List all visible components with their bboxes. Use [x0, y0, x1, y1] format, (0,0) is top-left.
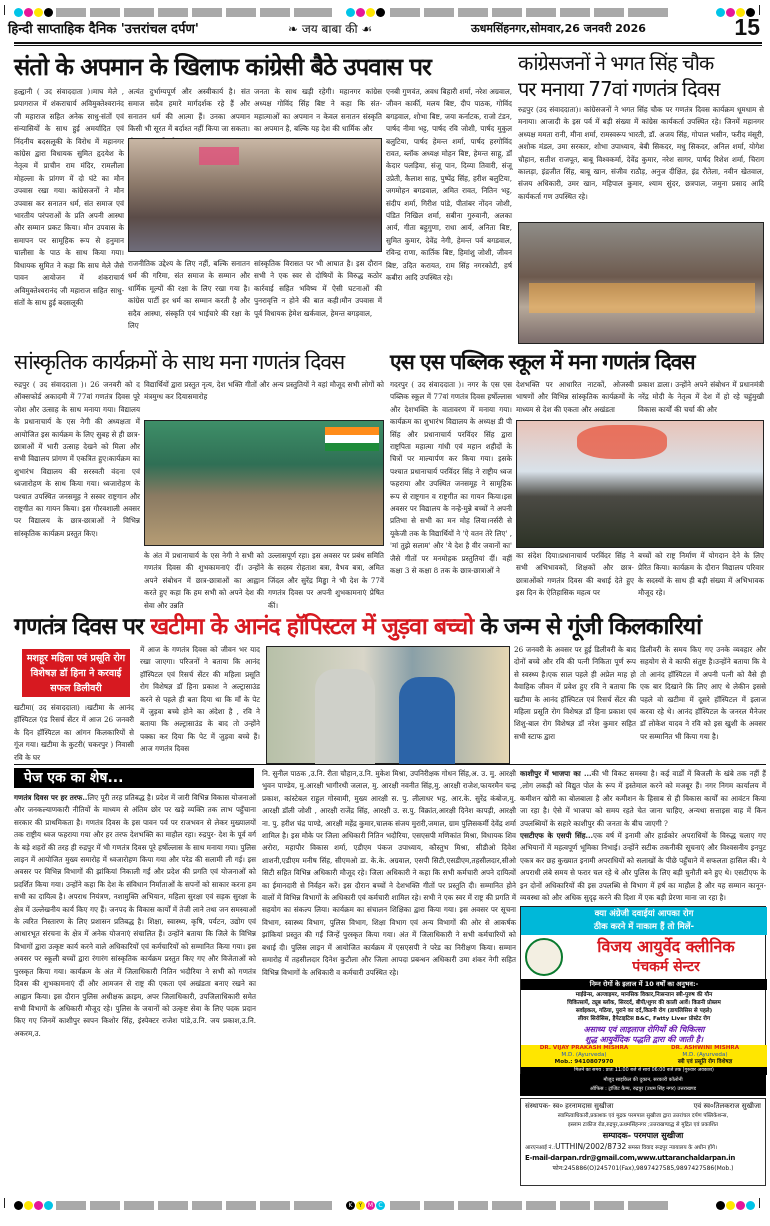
doctor2-degree: M.D. (Ayurveda) [682, 1052, 728, 1058]
ad-experience-bar: निम्न रोगों के इलाज में 10 वर्षों का अनुभव:- [521, 979, 767, 990]
clinic-subtitle: पंचकर्म सेन्टर [632, 959, 700, 975]
story2-body: रुद्रपुर (उद संवाददाता)। कांग्रेसजनों ने भगत सिंह चौक पर गणतंत्र दिवस कार्यक्रम धूमधाम से मनाया। आजादी के इस पर्व में बड़ी संख्या में कांग्रेस कार्यकर्ता उपस्थित रहे। जिनमें महानगर अध्यक्ष ममता रानी, मीना शर्मा, रामस्वरूप भारती, डॉ. अजय सिंह, गोपाल भसीन, फरीद मंसूरी, अशोक मंडल, उमा सरकार, शोभा उपाध्याय, बेबी सिकदर, मधु सिकदर, अनिल शर्मा, योगेश चौहान, सतीश राजपूत, बाबू विश्वकर्मा, देवेंद्र कुमार, नरेश सागर, पार्षद रिशेश शर्मा, चिराग कालड़ा, इंद्रजीत सिंह, बाबू खान, संजीव राठौड़, अनुज दीक्षित, इंद्र रौतेला, नवीन खेतवाल, संजय अधिकारी, उमर खान, महिपाल कुमार, श्याम सुंदर, छत्रपाल, जमुना प्रसाद आदि कार्यकर्ता गण उपस्थित रहे। [518, 105, 764, 201]
clinic-name: विजय आयुर्वेद क्लीनिक [597, 937, 735, 956]
gray-patch [560, 1201, 590, 1210]
doctor2-role: स्त्री एवं प्रसूति रोग विशेषज्ञ [677, 1059, 733, 1065]
ad-address-line2: ऑफिस : ट्रांजिट कैम्प, रुद्रपुर (उधम सिंह नगर) उत्तराखण्ड [589, 1086, 697, 1092]
story2-photo-flag-hoisting [518, 222, 764, 344]
story1-col2b: राजनीतिक उद्देश्य के लिए नहीं, बल्कि सनातन धर्म की गरिमा, संत समाज के सम्मान और धार्मिक मूल्यों की रक्षा के लिए रखा गया है। कांग्रेस पार्टी हर धर्म का सम्मान करती है और सदैव आस्था, संस्कृति एवं भाईचारे की रक्षा के लिए [128, 259, 250, 331]
flag-in-photo [325, 427, 379, 451]
magenta-dot [34, 1201, 43, 1210]
reg-prefix: आरएनआई नं.: [525, 1145, 556, 1151]
story5-col4: डिलीवरी के समय किए गए उनके व्यवहार और सहयोग से वे काफी संतुष्ट है।उन्होंने बताया कि वे तो आनंद हॉस्पिटल में अपनी पत्नी को वैसे ही एक बार दिखाने कि लिए आए थे लेकीन इससे पहले वो खटीमा में दूसरे हॉस्पिटल में इलाज करवा रहे थे। आनंद हॉस्पिटल के जनरल मैनेजर डॉ लोकेश यादव ने रवि को इस खुशी के अवसर पर सम्मानित भी किया गया है। [640, 645, 766, 741]
section-divider [14, 764, 766, 765]
story3-col3b: उल्लासपूर्ण रहा। इस अवसर पर प्रबंध समिति के सदस्य रोहताश बत्रा, वैभव बत्रा, अमित जिंदल और सुरेंद्र मिड्ढा ने भी देश के 77वें गणतंत्र दिवस पर अपनी शुभकामनाएं प्रेषित कीं। [268, 551, 384, 610]
story1-col2: अत्यंत दुर्भाग्यपूर्ण और अस्वीकार्य है। संत समाज सदैव हमारे मार्गदर्शक रहे हैं और सनातन धर्म की आत्मा हैं। उनका अपमान किसी भी सूरत में बर्दाश्त नहीं किया जा सकता। [128, 87, 250, 134]
dateline: ऊधमसिंहनगर,सोमवार,26 जनवरी 2026 [471, 22, 646, 35]
crop-mark [4, 5, 5, 15]
marigold-garland [529, 283, 755, 313]
story5-headline [14, 612, 766, 642]
crop-mark [4, 1198, 5, 1208]
story6-col1 [14, 792, 256, 1188]
registration [525, 1142, 761, 1153]
story4-col1: गदरपुर ( उद संवाददाता )। नगर के एस एस पब्लिक स्कूल में 77वां गणतंत्र दिवस हर्षोल्लास और देशभक्ति के वातावरण में मनाया गया। कार्यक्रम का शुभारंभ विद्यालय के अध्यक्ष डी पी सिंह और प्रधानाचार्य परविंदर सिंह द्वारा राष्ट्रपिता महात्मा गांधी एवं महान शहीदों के चित्रों पर माल्यार्पण कर किया गया। इसके पश्चात प्रधानाचार्य परविंदर सिंह ने राष्ट्रीय ध्वज फहराया और उपस्थित जनसमूह ने सामूहिक रूप से राष्ट्रगान व राष्ट्रगीत का गायन किया।इस अवसर पर विद्यालय के नन्हे-मुन्ने बच्चों ने अपनी प्रतिभा से सभी का मन मोह लिया।नर्सरी से यूकेजी तक के विद्यार्थियों ने 'ऐ वतन तेरे लिए' , 'मां तुझे सलाम' और 'ये देश है वीर जवानों का' जैसे गीतों पर मनमोहक प्रस्तुतियां दीं। वहीं कक्षा 3 से कक्षा 8 तक के छात्र-छात्राओं ने [390, 380, 512, 576]
ad-disease-list [523, 991, 765, 1023]
k-dot: K [346, 1201, 355, 1210]
gray-patch [56, 1201, 86, 1210]
story6-body: लिए पूरी तरह प्रतिबद्ध है। प्रदेश में जारी विभिन्न विकास योजनाओं और जनकल्याणकारी नीतियों के माध्यम से अंतिम छोर पर खड़े व्यक्ति तक लाभ पहुँचाना सरकार की प्राथमिकता है। गणतंत्र दिवस के इस पावन पर्व पर राजभवन से लेकर मुख्यालयों तक राष्ट्रीय ध्वज फहराया गया और हर तरफ देशभक्ति का माहौल रहा। रुद्रपुर- देश के पूर्व वर्ग के बड़े शहरों की तरह ही रुद्रपुर में भी गणतंत्र दिवस पूरे हर्षोल्लास के साथ मनाया गया। पुलिस लाइन में आयोजित मुख्य समारोह में ध्वजारोहण किया गया और परेड की सलामी ली गई। इस अवसर पर विभिन्न विभागों की झांकियां निकाली गईं और प्रदेश की प्रगति एवं योजनाओं को प्रदर्शित किया गया। उन्होंने कहा कि देश के संविधान निर्माताओं के सपनों को साकार करना हम सभी का दायित्व है। अपराध नियंत्रण, नशामुक्ति अभियान, महिला सुरक्षा एवं सड़क सुरक्षा के क्षेत्र में उल्लेखनीय कार्य किए गए हैं। जनपद के विकास कार्यों में तेजी लाने तथा जन समस्याओं के त्वरित निस्तारण के लिए प्रशासन प्रतिबद्ध है। शिक्षा, स्वास्थ्य, कृषि, पर्यटन, उद्योग एवं आधारभूत संरचना के क्षेत्र में अनेक योजनाएं संचालित हैं। उन्होंने बताया कि जिले के विभिन्न विभागों द्वारा उत्कृष्ट कार्य करने वाले अधिकारियों एवं कर्मचारियों को सम्मानित किया गया। इस अवसर पर स्कूली बच्चों द्वारा रंगारंग सांस्कृतिक कार्यक्रम प्रस्तुत किए गए और विजेताओं को पुरस्कृत किया गया। कार्यक्रम के अंत में जिलाधिकारी नितिन भदौरिया ने सभी को गणतंत्र दिवस की शुभकामनाएं दीं और आमजन से राष्ट्र की एकता एवं अखंडता बनाए रखने का आह्वान किया। इस दौरान पुलिस अधीक्षक क्राइम, अपर जिलाधिकारी, उपजिलाधिकारी समेत सभी विभागों के अधिकारी मौजूद रहे। पुलिस के जवानों को उत्कृष्ट सेवा के लिए पदक प्रदान किए गए जिनमें काशीपुर स्वपन किशोर सिंह, इंस्पेक्टर राजेश पांडे,उ.नि. जय प्रकाश,उ.नि. अकरम,उ. [14, 793, 256, 1038]
editor: सम्पादक- परमपाल सुखीजा [602, 1131, 684, 1140]
gray-patch [90, 1201, 120, 1210]
gray-patch [226, 1201, 256, 1210]
ad-treatment-line2: शुद्ध आयुर्वेदिक पद्धति द्वारा की जाती है। [585, 1034, 703, 1044]
imprint-box [520, 1098, 766, 1186]
story5-headline-part2: खटीमा के आनंद हॉपिस्टल में जुड़वा बच्चो [150, 614, 474, 640]
doctor1-degree: M.D. (Ayurveda) [561, 1052, 607, 1058]
person-left [315, 669, 375, 765]
phone-numbers: फोन:245886(O)245701(Fax),9897427585,9897427586(Mob.) [552, 1165, 734, 1172]
story5-subhead-box: मशहूर महिला एवं प्रसूति रोग विशेषज्ञ डॉ हिना ने करवाई सफल डिलीवरी [22, 649, 130, 697]
gray-patch [628, 1201, 668, 1210]
ad-disease-line: माईग्रेन्स, अल्जाइमर, मानसिक विकार,निःसन्तान स्त्री-पुरुष की यौन [575, 992, 713, 998]
story1-col4: एनबी गुणवंत, अवध बिहारी शर्मा, नरेश अग्रवाल, जीवन कार्की, मलय बिष्ट, दीप पाठक, गोविंद बगड़वाल, शोभा बिष्ट, जया कर्नाटक, राजो टंडन, पार्षद नीमा भट्ट, पार्षद रवि जोशी, पार्षद मुकुल बलुटिया, पार्षद हेमन्त शर्मा, पार्षद हरगोविंद रावत, ब्लॉक अध्यक्ष मोहन बिष्ट, हेमन्त साहू, डॉ केदार पलड़िया, संजू पान, दिव्या तिवारी, संजू उप्रेती, कैलाश साह, पुष्पेंद्र सिंह, हरीश बलुटिया, जगमोहन बगडवाल, अमित रावत, नितिन भट्ट, संदीप शर्मा, गिरीश पांडे, पीतांबर नोंदन जोशी, पंडित निखिल शर्मा, सबीना गुरुवानी, अलका आर्य, गीता बहुगुणा, राधा आर्य, अनिता बिष्ट, सुमित कुमार, देवेंद्र नेगी, हेमन्त पर्व बगडवाल, रविन्द्र राणा, कार्तिक बिष्ट, हिमांशु जोशी, जीवन बिष्ट, उदित करायत, राम सिंह नगरकोटी, हर्ष कबीरा आदि उपस्थित रहे। [386, 87, 512, 283]
ad-disease-line: लीवर सिरोसिस, हैपेटाइटिस B&C, Fatty Liver प्रोस्टेट रोग [577, 1016, 711, 1022]
story1-photo-group-fast [128, 138, 382, 252]
cyan-dot [746, 1201, 755, 1210]
masthead [8, 16, 764, 40]
story7-lead1: काशीपुर में भाजपा का ... [520, 769, 592, 778]
doctor1-name: DR. VIJAY PRAKASH MISHRA [539, 1045, 629, 1051]
ad-tagline-line1: क्या अंग्रेजी दवाईयां आपका रोग [594, 909, 694, 919]
bottom-registration-bar [0, 1198, 770, 1212]
story1-col1: हल्द्वानी ( उद संवाददाता )।माघ मेले , प्रयागराज में शंकराचार्य अविमुक्तेश्वरानंद जी महाराज सहित अनेक साधु-संतों एवं संन्यासियों के साथ हुई अमर्यादित एवं निंदनीय बदसलूकी के विरोध में महानगर कांग्रेस द्वारा विधायक सुमित हृदयेश के नेतृत्व में प्राचीन राम मंदिर, रामलीला मोहल्ला के प्रांगण में दो घंटे का मौन उपवास रखा गया। कांग्रेसजनों ने मौन उपवास कर सनातन धर्म, संत समाज एवं भारतीय परंपराओं के प्रति अपनी आस्था और सम्मान प्रकट किया। मौन उपवास के समापन पर सामूहिक रूप से हनुमान चालीसा के पाठ के साथ किया गया। विधायक सुमित ने कहा कि साघ मेले जैसे पावन आयोजन में शंकराचार्य अविमुक्तेश्वरानंद जी महाराज सहित साधु-संतों के साथ हुई बदसलूकी [14, 87, 124, 307]
gray-patch [192, 1201, 222, 1210]
story5-headline-part1: गणतंत्र दिवस पर [14, 614, 151, 640]
ad-disease-line: सर्वाइकल, गठिया, पुराने का दर्द,किडनी रोग (डायलिसिस से पहले) [575, 1008, 713, 1014]
reg-number: UTTHIN/2002/8732 [555, 1142, 627, 1151]
gray-patch [158, 1201, 188, 1210]
story5-headline-part3: के जन्म से गूंजी किलकारियां [473, 614, 702, 640]
story5-photo-doctor-honour [266, 646, 510, 764]
person-right [399, 677, 455, 765]
story1-col3: जनता के साथ खड़ी रहेगी। महानगर कांग्रेस अध्यक्ष गोविंद सिंह बिष्ट ने कहा कि संत-महात्माओं का अपमान न केवल सनातन संस्कृति का अपमान है, बल्कि यह देश की धार्मिक और [254, 87, 382, 134]
continuation-banner: पेज एक का शेष... [14, 768, 254, 788]
story4-col2b: का संदेश दिया।प्रधानाचार्य परविंदर सिंह ने सभी अभिभावकों, शिक्षकों और छात्र-छात्राओंको गणतंत्र दिवस की बधाई देते हुए इस दिन के ऐतिहासिक महत्व पर [516, 551, 634, 598]
ayurveda-clinic-ad [520, 906, 766, 1074]
doctor2 [647, 1045, 763, 1066]
c-dot: C [376, 1201, 385, 1210]
gray-patch [260, 1201, 290, 1210]
imprint-line2: इस्लाम टाकीज रोड,रुद्रपुर,ऊधमसिंहनगर ;उत्तराखण्डद्ध से मुद्रित एवं प्रकाशित [567, 1122, 718, 1128]
story1-col3b: सांस्कृतिक विरासत पर भी आघात है। इस दौरान सभी ने एक स्वर से दोषियों के विरुद्ध कठोर कार्रवाई सहित भविष्य में ऐसी घटनाओं की पुनरावृत्ति न होने की बात कही।मौन उपवास में पूर्व विधायक हेमेश खर्कवाल, हेमन्त बगड़वाल, [254, 259, 382, 318]
black-dot [716, 1201, 725, 1210]
story3-col2: विद्यार्थियों द्वारा प्रस्तुत नृत्य, देश भक्ति गीतों और अन्य प्रस्तुतियों ने वहां मौजूद सभी लोगों को मंत्रमुग्ध कर दियासमारोह [144, 380, 384, 402]
founder-2: एवं स्व०तिलकराज सुखीजा [693, 1102, 761, 1110]
story7 [520, 768, 766, 904]
ad-timing: मिलने का समय : प्रातः 11:00 बजे से सायं 06:00 बजे तक (गुरुवार अवकाश) [521, 1067, 767, 1075]
imprint-line1: स्वामित्वाधिकारी,प्रकाशक एवं मुद्रक परमपाल सुखीजा द्वारा उत्तरांचल दर्पण पब्लिकेशन्स, [557, 1113, 729, 1119]
story1-headline: संतो के अपमान के खिलाफ कांग्रेसी बैठे उपवास पर [14, 53, 431, 81]
gray-patch [124, 1201, 154, 1210]
story5-col2: में आज के गणतंत्र दिवस को जीवन भर याद रखा जाएगा। परिजनों ने बताया कि आनंद हॉस्पिटल एवं रिसर्च सेंटर की महिला प्रसूति रोग विशेषज्ञ डॉ हिना प्रकाश ने अल्ट्रासाउंड करने से पहले ही बता दिया था कि माँ के पेट में जुड़वा बच्चे होने का अंदेशा है , रवि ने बताया कि अल्ट्रासाउंड के बाद तो उन्होंने पक्का कर दिया कि पेट में जुड़वा बच्चे हैं। आज गणतंत्र दिवस [140, 645, 260, 754]
story7-body2: एक वर्ष में इनामी और हार्डकोर अपराधियों के विरुद्ध चलाए गए अभियानों में महत्वपूर्ण भूमिका निभाई। उन्होंने सटीक तकनीकी सूचनाएं और विश्वसनीय इनपुट एकत्र कर छह कुख्यात इनामी अपराधियों को सलाखों के पीछे पहुँचाने में सफलता हासिल की। ये अपराधी लंबे समय से फरार चल रहे थे और पुलिस के लिए बड़ी चुनौती बने हुए थे। एसटीएफ के इन दोनों अधिकारियों की इस उपलब्धि से विभाग में हर्ष का माहौल है और यह सम्मान कानून-व्यवस्था को और अधिक सुदृढ़ करने की दिशा में एक बड़ी प्रेरणा माना जा रहा है। [520, 831, 766, 903]
founder-1: संस्थापक- स्व० हरनामदास सुखीजा [525, 1102, 614, 1110]
masthead-rule [14, 42, 762, 44]
ad-treatment-line1: असाध्य एवं लाइलाज रोगियों की चिकित्सा [583, 1024, 705, 1034]
story4-col2a: देशभक्ति पर आधारित नाटकों, ओजस्वी भाषणों और विभिन्न सांस्कृतिक कार्यक्रमों के माध्यम से देश की एकता और अखंडता [516, 380, 634, 414]
ad-address-line1: मौजूद साइकिल की दुकान, सरकारी कॉलोनी [603, 1077, 683, 1083]
motto-text: जय बाबा की [301, 22, 358, 36]
story6-lead: गणतंत्र दिवस पर हर तरफ.. [14, 793, 88, 802]
yellow-dot [24, 1201, 33, 1210]
magenta-dot [736, 1201, 745, 1210]
story4-col3b: बच्चों को राष्ट्र निर्माण में योगदान देने के लिए प्रेरित किया। कार्यक्रम के दौरान विद्यालय परिवार के सदस्यों के साथ ही बड़ी संख्या में अभिभावक मौजूद रहे। [638, 551, 764, 598]
email-website: E-mail-darpan.rdr@gmail.com,www.uttaranchaldarpan.in [525, 1154, 736, 1162]
story3-headline: सांस्कृतिक कार्यक्रमों के साथ मना गणतंत्र दिवस [14, 350, 345, 374]
story2-headline-line1: कांग्रेसजनों ने भगत सिंह चौक [518, 51, 714, 75]
black-dot [14, 1201, 23, 1210]
doctor1 [525, 1045, 643, 1066]
story2-headline-line2: पर मनाया 77वां गणतंत्र दिवस [518, 77, 720, 101]
ad-treatment [523, 1024, 765, 1044]
ad-tagline-line2: ठीक करने में नाकाम हैं तो मिलें- [593, 922, 695, 932]
reg-note: समस्त विवाद रूद्रपुर न्यायालय के अधीन होंगे। [628, 1145, 718, 1151]
story3-col2b: के अंत में प्रधानाचार्य के एस नेगी ने सभी को गणतंत्र दिवस की शुभकामनाएं दीं। उन्होंने अपने संबोधन में छात्र-छात्राओं का आह्वान करते हुए कहा कि हम सभी को अपने देश की सेवा और उन्नति [144, 551, 264, 610]
story4-photo-children-salute [516, 420, 764, 548]
story4-col3a: प्रकाश डाला। उन्होंने अपने संबोधन में प्रधानमंत्री नरेंद्र मोदी के नेतृत्व में देश में हो रहे चहुंमुखी विकास कार्यों की चर्चा की और [638, 380, 764, 414]
yellow-dot [726, 1201, 735, 1210]
ad-doctors [521, 1045, 767, 1067]
page-number: 15 [734, 14, 760, 40]
story5-col1: खटीमा( उद संवाददाता) ।खटीमा के आनंद हॉस्पिटल एंड रिसर्च सेंटर में आज 26 जनवरी के दिन हॉस्पिटल का आंगन किलकारियों से गूंज गया। खटीमा के कुटरी( चकरपुर ) निवासी रवि के घर [14, 703, 134, 762]
story3-col1: रुद्रपुर ( उद संवाददाता )। 26 जनवरी को द ऑक्सफोर्ड अकादमी में 77वां गणतंत्र दिवस पूरे जोश और उत्साह के साथ मनाया गया। विद्यालय के प्रधानाचार्य के एस नेगी की अध्यक्षता में आयोजित इस कार्यक्रम के लिए सुबह से ही छात्र-छात्राओं में भारी उत्साह देखने को मिला और सभी विद्यालय प्रांगण में एकत्रित हुए।कार्यक्रम का शुभारंभ विद्यालय की सरस्वती वंदना एवं ध्वजारोहण के साथ किया गया। ध्वजारोहण के पश्चात उपस्थित जनसमूह ने सस्वर राष्ट्रगान और राष्ट्रगीत का गायन किया। इस गौरवशाली अवसर पर विद्यालय के छात्र-छात्राओं ने विभिन्न सांस्कृतिक कार्यक्रम प्रस्तुत किए। [14, 380, 140, 538]
ad-tagline [521, 907, 767, 935]
gray-patch [294, 1201, 332, 1210]
story4-headline: एस एस पब्लिक स्कूल में मना गणतंत्र दिवस [390, 350, 695, 374]
story5-col3: 26 जनवरी के अवसर पर हुई डिलीवरी के बाद दोनों बच्चे और रवि की पत्नी निकिता पूर्ण रूप से स्वस्थ्य है।एक साल पहले ही अप्रेल माह हो वैवाहिक जीवन में प्रवेश हुए रवि ने बताया कि खटीमा के आनंद हॉस्पिटल एवं रिसर्च सेंटर की महिला प्रसूति रोग विशेषज्ञ डॉ हिना प्रकाश एवं शिशु-बाल रोग विशेषज्ञ डॉ नरेश कुमार सहित सभी स्टाफ द्वारा [514, 645, 636, 741]
motto: ❧ जय बाबा की ☙ [288, 22, 373, 36]
ad-address [520, 1074, 766, 1096]
gray-patch [390, 1201, 420, 1210]
gray-patch [594, 1201, 624, 1210]
gray-patch [526, 1201, 556, 1210]
paper-name: हिन्दी साप्ताहिक दैनिक 'उत्तरांचल दर्पण' [8, 22, 199, 37]
founders [525, 1101, 761, 1112]
clinic-logo [525, 938, 563, 976]
story3-photo-cultural-dance [144, 420, 384, 546]
cyan-dot [44, 1201, 53, 1210]
gray-patch [424, 1201, 454, 1210]
gray-patch [492, 1201, 522, 1210]
story7-lead2: एसटीएफ के एसपी सिंह... [520, 831, 594, 841]
ad-disease-line: चिकित्सायें, ट्यूब ब्लॉक, सिरदर्द, बीपी/शुगर की काली आवें। किडनी प्रोब्लम [567, 1000, 721, 1006]
gray-patch [458, 1201, 488, 1210]
m-dot: M [367, 1202, 374, 1209]
balloon-decoration [577, 425, 667, 459]
crop-mark [759, 1198, 760, 1208]
story7-body1: की भी विकट समस्या है। कई वार्डों में बिजली के खंबे तक नहीं हैं ,लोग लकड़ी को विद्युत पोल के रूप में इस्तेमाल करने को मजबूर हैं। नगर निगम कार्यालय में कमीशन खोरी का बोलबाला है और कमीशन के हिसाब से ही विकास कार्यों का आवंटन किया जा रहा है। ऐसे में भाजपा को समय रहते चेत जाना चाहिए, अन्यथा सत्ताइस वाह में किन उपलब्धियों के सहारे काशीपुर की जनता के बीच जाएगी ? [520, 769, 766, 828]
story6-col2: नि. सुनील पाठक ,उ.नि. रीता चौहान,उ.नि. मुकेश मिश्रा, उपनिरीक्षक गोधन सिंह,अ. उ. मु. आरक्षी भुवन पाण्डेय, मु.आरक्षी भागीरथी जलाल, मु. आरक्षी नवनीत सिंह,मु. आरक्षी राजेश,फायरमैन चन्द्र प्रकाश, कांस्टेबल राहुल गोस्वामी, मुख्य आरक्षी स. पु. लीलाधर भट्ट, आर.के. सुरेंद्र कंबोज,मु. आरक्षी डॉली जोशी , आरक्षी राजेंद्र सिंह, आरक्षी उ. स.पु. विक्रांत,आरक्षी दिनेश कापड़ी, आरक्षी ना. पु. हरीश चंद्र पाण्डे, आरक्षी महेंद्र कुमार,चालक संजय मुरारी,जमाल, ग्राम पुलिसकर्मी देवेंद्र शर्मा शामिल है। इस मौके पर जिला अधिकारी नितिन भदौरिया, एसएसपी मणिकांत मिश्रा, विधायक शिव अरोरा, महापौर विकास शर्मा, एडीएम पंकज उपाध्याय, कौस्तुभ मिश्रा, सीडीओ दिवेश शाशनी,एडीएम मनीष सिंह, सीएमओ डा. के.के. अग्रवाल, एसपी सिटी,एसडीएम,तहसीलदार,सीओ सिटी सहित विभिन्न अधिकारी मौजूद रहे। जिला अधिकारी ने कहा कि सभी कर्मचारी अपने दायित्वों का ईमानदारी से निर्वहन करें। इस दौरान बच्चों ने देशभक्ति गीतों पर प्रस्तुति दी। सम्मानित होने वालों में विभिन्न विभागों के अधिकारी एवं कर्मचारी शामिल रहे। सभी ने एक स्वर में राष्ट्र की प्रगति में सहयोग का संकल्प लिया। कार्यक्रम का संचालन शिक्षिका द्वारा किया गया। इस अवसर पर सूचना विभाग, स्वास्थ्य विभाग, पुलिस विभाग, शिक्षा विभाग एवं अन्य विभागों की ओर से आकर्षक झांकियां प्रस्तुत की गईं जिन्हें पुरस्कृत किया गया। अंत में जिलाधिकारी ने सभी कर्मचारियों को बधाई दी। पुलिस लाइन में आयोजित कार्यक्रम में एसएसपी ने परेड का निरीक्षण किया। सम्मान समारोह में तहसीलदार दिनेश कुटौला और जिला आपदा प्रबन्धन अधिकारी उमा शंकर नेगी सहित विभिन्न विभागों के अधिकारी व कर्मचारी उपस्थित रहे। [262, 769, 516, 977]
doctor1-mobile: Mob.: 9410807970 [554, 1059, 614, 1065]
banner-in-photo [199, 147, 239, 165]
masthead-rule-thin [14, 45, 762, 46]
y-dot: Y [356, 1201, 365, 1210]
doctor2-name: DR. ASHWINI MISHRA [670, 1045, 740, 1051]
